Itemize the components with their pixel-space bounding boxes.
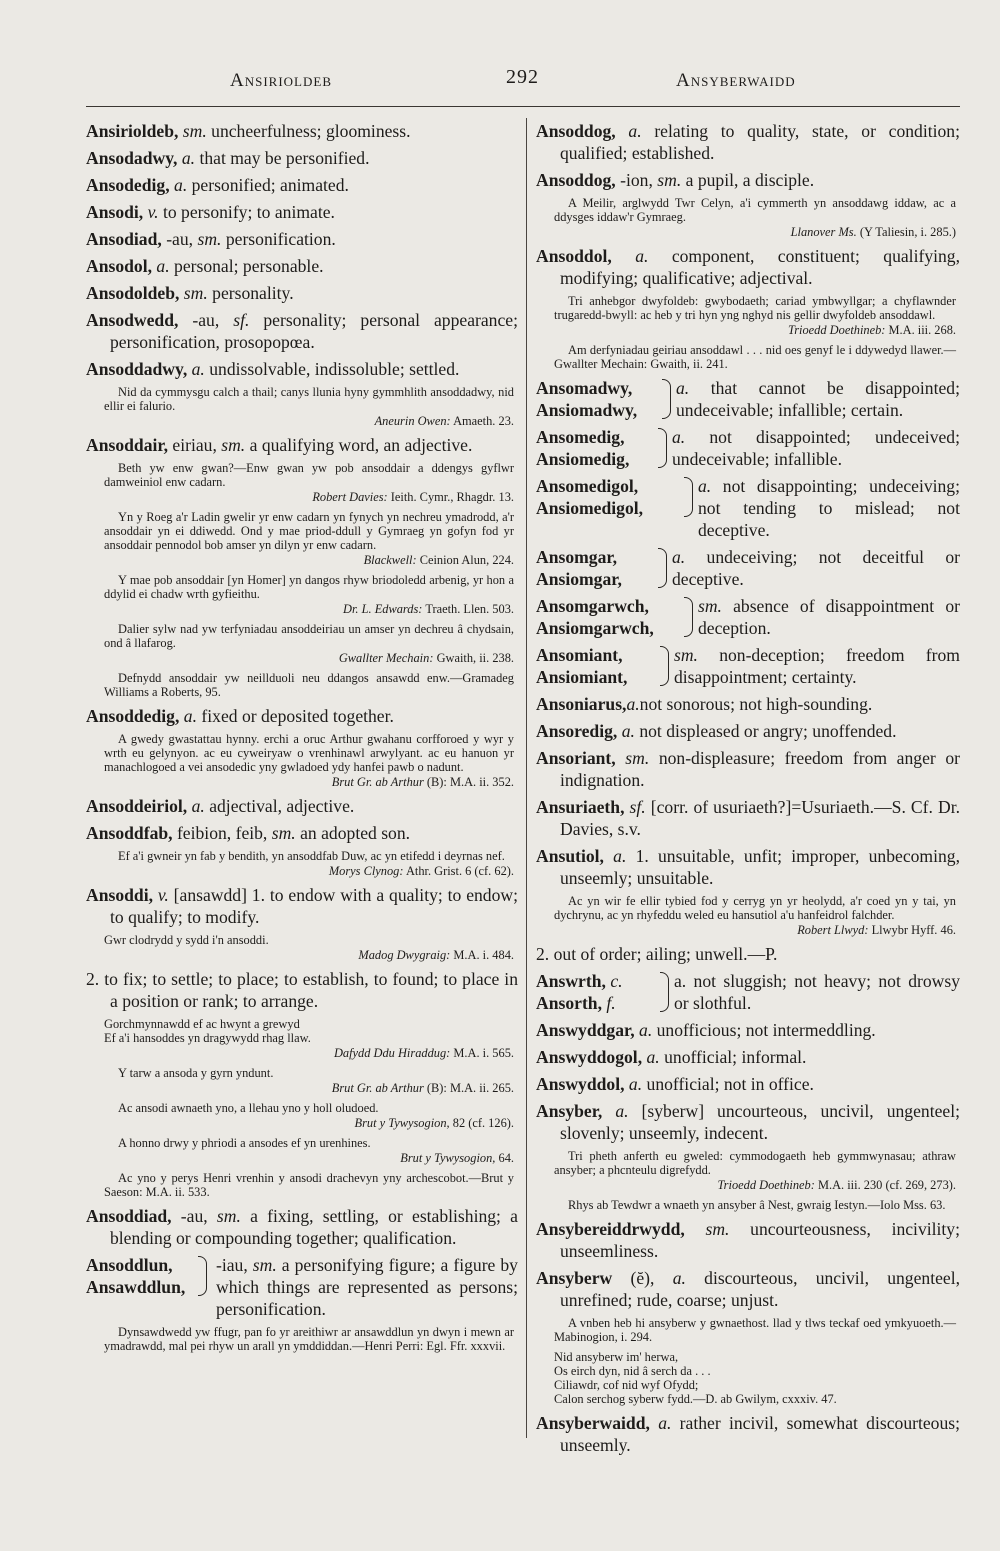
headword: Ansoddol,	[536, 246, 612, 266]
grammar-label: a.	[635, 246, 649, 266]
headword: Ansiomiant,	[536, 667, 628, 687]
pair-definition	[216, 1254, 518, 1320]
entry	[86, 822, 518, 844]
grammar-label: a.	[628, 1074, 643, 1094]
citation: Dynsawdwedd yw ffugr, pan fo yr areithiwr ar ansawddlun yn dwyn i mewn ar ymadrawdd, mal pei rhyw un arall yn ymddiddan.—Henri Perri: Egl. Ffr. xxxvii.	[104, 1325, 514, 1353]
paired-entry	[536, 970, 960, 1014]
plural-form: eiriau,	[172, 435, 217, 455]
source-ref: M.A. i. 565.	[453, 1046, 514, 1060]
grammar-label: a.	[698, 476, 712, 496]
citation: A gwedy gwastattau hynny. erchi a oruc Arthur gwahanu corfforoed y wyr y wrth eu gelynyon. ac eu cyweiryaw o vrenhinawl arwylyant. ac eu hanuon yr manachlogoed a vei ansodedic yny gwladoed ydy hanfei pawb o nadunt.	[104, 732, 514, 774]
definition: adjectival, adjective.	[209, 796, 355, 816]
headword: Ansomgar,	[536, 547, 617, 567]
headword: Ansiomadwy,	[536, 400, 638, 420]
grammar-label: sm.	[705, 1219, 730, 1239]
paired-entry	[536, 644, 960, 688]
headword: Ansybereiddrwydd,	[536, 1219, 685, 1239]
citation: Y tarw a ansoda y gyrn yndunt.	[118, 1066, 274, 1080]
citation: A Meilir, arglwydd Twr Celyn, a'i cymmerth yn ansoddawg iddaw, ac a ddysges iddaw'r Gymraeg.	[554, 196, 956, 224]
citation: A vnben heb hi ansyberw y gwnaethost. llad y tlws teckaf oed ymkyuoeth.—Mabinogion, i. 294.	[554, 1316, 956, 1344]
pair-definition	[698, 595, 960, 639]
headword: Ansiomgar,	[536, 569, 622, 589]
headword-text: Ansorth,	[536, 993, 602, 1013]
definition: discourteous, uncivil, ungenteel, unrefined; rude, coarse; unjust.	[560, 1268, 960, 1310]
source-ref: Ceinion Alun, 224.	[419, 553, 514, 567]
citation: Ac ansodi awnaeth yno, a llehau yno y holl oludoed.	[118, 1101, 379, 1115]
grammar-label: v.	[157, 885, 169, 905]
paired-entry	[536, 546, 960, 590]
headword: Ansoddiad,	[86, 1206, 172, 1226]
headword: Ansoniarus,	[536, 694, 627, 714]
headword: Ansodadwy,	[86, 148, 178, 168]
citation: Ac yn wir fe ellir tybied fod y cerryg yn yr heolydd, a'r coed yn y tai, yn dychrynu, ac yn rhyfeddu weled eu hansutiol a'u hanfeidrol falchder.	[554, 894, 956, 922]
plural-form: -iau,	[216, 1255, 248, 1275]
grammar-label: a.	[191, 796, 205, 816]
definition: personality; personal appearance; personification, prosopopœa.	[110, 310, 518, 352]
entry	[86, 174, 518, 196]
entry	[86, 255, 518, 277]
definition: not disappointed; undeceived; undeceivable; infallible.	[672, 427, 960, 469]
source-ref: Ieith. Cymr., Rhagdr. 13.	[390, 490, 514, 504]
entry	[536, 845, 960, 889]
headword: Ansutiol,	[536, 846, 604, 866]
grammar-label: a.	[191, 359, 205, 379]
grammar-label: a.	[672, 547, 686, 567]
source-ref: M.A. iii. 268.	[888, 323, 956, 337]
definition: a qualifying word, an adjective.	[249, 435, 473, 455]
plural-form: -au,	[180, 1206, 208, 1226]
entry	[86, 434, 518, 456]
definition: 1. unsuitable, unfit; improper, unbecoming, unseemly; unsuitable.	[560, 846, 960, 888]
entry	[86, 795, 518, 817]
grammar-label: sm.	[221, 435, 246, 455]
grammar-label: a.	[181, 148, 196, 168]
definition: [ansawdd] 1. to endow with a quality; to endow; to qualify; to modify.	[110, 885, 518, 927]
headword: Ansyberwaidd,	[536, 1413, 650, 1433]
source-ref: M.A. i. 484.	[453, 948, 514, 962]
running-head	[86, 66, 960, 96]
definition: that cannot be disappointed; undeceivable; infallible; certain.	[676, 378, 960, 420]
brace-icon	[658, 428, 667, 468]
headword: Ansawddlun,	[86, 1277, 186, 1297]
brace-icon	[660, 972, 669, 1012]
headword	[536, 970, 623, 992]
headword: Ansoriant,	[536, 748, 616, 768]
definition: to personify; to animate.	[162, 202, 335, 222]
grammar-label: a.	[615, 1101, 629, 1121]
brace-icon	[198, 1256, 207, 1296]
grammar-label: sm.	[182, 121, 207, 141]
entry	[536, 693, 960, 715]
entry	[86, 147, 518, 169]
citation: Y mae pob ansoddair [yn Homer] yn dangos rhyw briodoledd arbenig, yr hon a ddylid ei chadw wrth gyfieithu.	[104, 573, 514, 601]
entry	[536, 720, 960, 742]
headword: Ansiomedigol,	[536, 498, 644, 518]
headword: Ansodwedd,	[86, 310, 179, 330]
definition: non-displeasure; freedom from anger or indignation.	[560, 748, 960, 790]
source-author: Brut y Tywysogion,	[354, 1116, 450, 1130]
entry	[536, 1019, 960, 1041]
source-author: Dafydd Ddu Hiraddug:	[333, 1046, 451, 1060]
headword: Ansoddadwy,	[86, 359, 188, 379]
grammar-label: sf.	[233, 310, 250, 330]
headword: Ansomedig,	[536, 427, 625, 447]
source-author: Dr. L. Edwards:	[343, 602, 423, 616]
headword: Answyddol,	[536, 1074, 625, 1094]
brace-icon	[684, 477, 693, 517]
pair-definition: a. not sluggish; not heavy; not drowsy or slothful.	[674, 971, 960, 1013]
grammar-label: a.	[672, 427, 686, 447]
pronunciation: (ĕ),	[630, 1268, 655, 1288]
right-column	[536, 120, 960, 1461]
grammar-label: sm.	[252, 1255, 277, 1275]
grammar-label: sm.	[271, 823, 296, 843]
definition: component, constituent; qualifying, modifying; qualificative; adjectival.	[560, 246, 960, 288]
header-rule	[86, 106, 960, 107]
citation: Rhys ab Tewdwr a wnaeth yn ansyber â Nest, gwraig Iestyn.—Iolo Mss. 63.	[568, 1198, 946, 1212]
definition: a fixing, settling, or establishing; a blending or compounding together; qualification.	[110, 1206, 518, 1248]
citation-source	[86, 1046, 514, 1060]
source-author: Robert Davies:	[312, 490, 388, 504]
entry	[86, 705, 518, 727]
headword: Ansomgarwch,	[536, 596, 649, 616]
entry	[536, 747, 960, 791]
pair-definition	[672, 426, 960, 470]
column-divider	[526, 118, 527, 1438]
headword: Ansirioldeb,	[86, 121, 179, 141]
brace-icon	[662, 379, 671, 419]
brace-icon	[658, 548, 667, 588]
headword: Ansodiad,	[86, 229, 162, 249]
entry	[86, 282, 518, 304]
grammar-label: sm.	[216, 1206, 241, 1226]
definition-sense-2: 2. out of order; ailing; unwell.—P.	[536, 944, 778, 964]
headword: Answyddgar,	[536, 1020, 635, 1040]
plural-form: -au,	[166, 229, 194, 249]
citation-source	[86, 1081, 514, 1095]
definition: personified; animated.	[191, 175, 349, 195]
source-ref: (B): M.A. ii. 265.	[426, 1081, 514, 1095]
headword-text: Answrth,	[536, 971, 606, 991]
paired-entry	[536, 377, 960, 421]
source-ref: Athr. Grist. 6 (cf. 62).	[405, 864, 514, 878]
pair-definition	[672, 546, 960, 590]
entry	[86, 1205, 518, 1249]
headword: Ansoddlun,	[86, 1255, 173, 1275]
source-ref: Traeth. Llen. 503.	[425, 602, 514, 616]
paired-entry	[86, 1254, 518, 1320]
headword: Ansoddog,	[536, 170, 616, 190]
definition: unofficious; not intermeddling.	[656, 1020, 876, 1040]
source-author: Aneurin Owen:	[374, 414, 451, 428]
definition: uncourteousness, incivility; unseemliness.	[560, 1219, 960, 1261]
left-column	[86, 120, 518, 1359]
source-author: Gwallter Mechain:	[338, 651, 434, 665]
definition: a pupil, a disciple.	[685, 170, 815, 190]
entry	[86, 228, 518, 250]
definition: undeceiving; not deceitful or deceptive.	[672, 547, 960, 589]
headword: Ansiomgarwch,	[536, 618, 654, 638]
grammar-label: f.	[606, 993, 616, 1013]
headword: Ansodi,	[86, 202, 144, 222]
definition: [corr. of usuriaeth?]=Usuriaeth.—S. Cf. Dr. Davies, s.v.	[560, 797, 960, 839]
definition: personality.	[212, 283, 294, 303]
brace-icon	[660, 646, 669, 686]
headword: Ansoddog,	[536, 121, 616, 141]
source-ref: 64.	[498, 1151, 514, 1165]
source-author: Brut y Tywysogion,	[400, 1151, 496, 1165]
definition: unofficial; informal.	[664, 1047, 807, 1067]
entry	[536, 245, 960, 289]
definition: unofficial; not in office.	[646, 1074, 814, 1094]
definition: [syberw] uncourteous, uncivil, ungenteel; slovenly; unseemly, indecent.	[560, 1101, 960, 1143]
grammar-label: a.	[646, 1047, 660, 1067]
definition: that may be personified.	[199, 148, 370, 168]
source-author: Trioedd Doethineb:	[717, 1178, 815, 1192]
definition: not displeased or angry; unoffended.	[639, 721, 897, 741]
source-author: Morys Clynog:	[328, 864, 404, 878]
headword: Ansiomedig,	[536, 449, 630, 469]
headword: Ansodol,	[86, 256, 153, 276]
source-author: Trioedd Doethineb:	[788, 323, 886, 337]
headword: Ansyber,	[536, 1101, 603, 1121]
plural-form: -au,	[192, 310, 220, 330]
definition: not disappointing; undeceiving; not tending to mislead; not deceptive.	[698, 476, 960, 540]
headword: Ansyberw	[536, 1268, 613, 1288]
paired-entry	[536, 426, 960, 470]
grammar-label: a.	[628, 121, 642, 141]
source-author: Madog Dwygraig:	[358, 948, 451, 962]
paired-entry	[536, 595, 960, 639]
entry	[536, 1267, 960, 1311]
source-author: Brut Gr. ab Arthur	[331, 775, 424, 789]
headword: Ansodoldeb,	[86, 283, 180, 303]
headword: Ansuriaeth,	[536, 797, 625, 817]
headword: Answyddogol,	[536, 1047, 643, 1067]
entry	[536, 1412, 960, 1456]
citation: Nid ansyberw im' herwa, Os eirch dyn, nid â serch da . . . Ciliawdr, cof nid wyf Ofydd; Calon serchog syberw fydd.—D. ab Gwilym, cxxxiv. 47.	[554, 1350, 837, 1406]
grammar-label: a.	[183, 706, 197, 726]
citation: Ef a'i gwneir yn fab y bendith, yn ansoddfab Duw, ac yn etifedd i deyrnas nef.	[118, 849, 505, 863]
citation: Beth yw enw gwan?—Enw gwan yw pob ansoddair a ddengys gyflwr damweiniol enw cadarn.	[104, 461, 514, 489]
headword: Ansoddi,	[86, 885, 153, 905]
headword: Ansomiant,	[536, 645, 623, 665]
grammar-label: sm.	[197, 229, 222, 249]
grammar-label: a.	[672, 1268, 686, 1288]
source-author: Brut Gr. ab Arthur	[331, 1081, 424, 1095]
citation: Yn y Roeg a'r Ladin gwelir yr enw cadarn yn fynych yn nechreu ymadrodd, a'r ansoddair yn ei ddiwedd. Ond y mae priod-ddull y Gymraeg yn gofyn fod yr ansoddair pennodol bob amser yn dilyn yr enw cadarn.	[104, 510, 514, 552]
page-number: 292	[506, 66, 539, 88]
source-ref: M.A. iii. 230 (cf. 269, 273).	[817, 1178, 956, 1192]
grammar-label: sf.	[629, 797, 646, 817]
running-head-right: Ansyberwaidd	[676, 70, 796, 91]
entry	[536, 1218, 960, 1262]
grammar-label: a.	[621, 721, 635, 741]
entry	[86, 358, 518, 380]
grammar-label: a.	[174, 175, 188, 195]
citation: Gwr clodrydd y sydd i'n ansoddi.	[104, 933, 269, 947]
entry	[536, 1100, 960, 1144]
entry	[536, 1073, 960, 1095]
definition: personal; personable.	[174, 256, 324, 276]
citation: A honno drwy y phriodi a ansodes ef yn urenhines.	[118, 1136, 371, 1150]
paired-entry	[536, 475, 960, 541]
grammar-label: sm.	[674, 645, 698, 665]
entry	[536, 1046, 960, 1068]
grammar-label: a.	[639, 1020, 653, 1040]
entry	[86, 201, 518, 223]
grammar-label: sm.	[183, 283, 208, 303]
pair-definition	[674, 644, 960, 688]
citation: Ac yno y perys Henri vrenhin y ansodi drachevyn yny archescobot.—Brut y Saeson: M.A. ii. 533.	[104, 1171, 514, 1199]
grammar-label: sm.	[657, 170, 682, 190]
definition: not sonorous; not high-sounding.	[639, 694, 873, 714]
entry	[86, 309, 518, 353]
citation-source	[536, 923, 956, 937]
headword: Ansoredig,	[536, 721, 618, 741]
citation-source	[86, 651, 514, 665]
grammar-label: sm.	[625, 748, 650, 768]
source-author: Llanover Ms.	[790, 225, 857, 239]
source-ref: (B): M.A. ii. 352.	[426, 775, 514, 789]
definition: uncheerfulness; gloominess.	[211, 121, 411, 141]
entry	[536, 169, 960, 191]
grammar-label: a.	[658, 1413, 672, 1433]
citation-source	[86, 948, 514, 962]
definition-sense-2: 2. to fix; to settle; to place; to establish, to found; to place in a position or rank; to arrange.	[86, 969, 518, 1011]
plural-form: feibion, feib,	[176, 823, 268, 843]
grammar-label: a.	[676, 378, 690, 398]
citation: Nid da cymmysgu calch a thail; canys llunia hyny gymmhlith ansoddadwy, nid ellir ei falurio.	[104, 385, 514, 413]
entry	[86, 884, 518, 928]
definition: relating to quality, state, or condition; qualified; established.	[560, 121, 960, 163]
citation-source	[86, 1116, 514, 1130]
source-author: Blackwell:	[363, 553, 417, 567]
pair-definition	[698, 475, 960, 541]
entry	[86, 120, 518, 142]
citation-source	[86, 414, 514, 428]
definition: rather incivil, somewhat discourteous; unseemly.	[560, 1413, 961, 1455]
entry	[536, 120, 960, 164]
grammar-label: c.	[610, 971, 623, 991]
citation-source	[536, 323, 956, 337]
definition: an adopted son.	[300, 823, 411, 843]
headword: Ansodedig,	[86, 175, 170, 195]
source-ref: 82 (cf. 126).	[452, 1116, 514, 1130]
definition: a personifying figure; a figure by which things are represented as persons; personification.	[216, 1255, 518, 1319]
grammar-label: v.	[147, 202, 159, 222]
headword	[536, 992, 616, 1014]
headword: Ansomadwy,	[536, 378, 633, 398]
citation-source	[536, 1178, 956, 1192]
grammar-label: a.	[626, 694, 640, 714]
headword: Ansoddeiriol,	[86, 796, 188, 816]
source-ref: Amaeth. 23.	[453, 414, 514, 428]
source-author: Robert Llwyd:	[797, 923, 869, 937]
headword: Ansomedigol,	[536, 476, 639, 496]
citation: Tri pheth anferth eu gweled: cymmodogaeth heb gymmwynasau; athraw ansyber; a phcnteulu digrefydd.	[554, 1149, 956, 1177]
citation-source	[86, 775, 514, 789]
grammar-label: a.	[156, 256, 170, 276]
definition: absence of disappointment or deception.	[698, 596, 960, 638]
citation: Dalier sylw nad yw terfyniadau ansoddeiriau un amser yn dechreu â chydsain, ond â llafarog.	[104, 622, 514, 650]
citation-source	[536, 225, 956, 239]
grammar-label: a.	[613, 846, 627, 866]
definition: non-deception; freedom from disappointment; certainty.	[674, 645, 960, 687]
citation-source	[86, 864, 514, 878]
citation: Tri anhebgor dwyfoldeb: gwybodaeth; cariad ymbwyllgar; a chyflawnder trugaredd-bwyll: ac heb y tri hyn yng nghyd nis gellir dwyfoldeb ansoddawl.	[554, 294, 956, 322]
definition: undissolvable, indissoluble; settled.	[209, 359, 460, 379]
citation: Defnydd ansoddair yw neillduoli neu ddangos ansawdd enw.—Gramadeg Williams a Roberts, 95.	[104, 671, 514, 699]
source-ref: Gwaith, ii. 238.	[436, 651, 514, 665]
running-head-left: Ansirioldeb	[230, 70, 332, 91]
source-ref: (Y Taliesin, i. 285.)	[859, 225, 956, 239]
definition: personification.	[225, 229, 336, 249]
source-ref: Llwybr Hyff. 46.	[871, 923, 956, 937]
headword: Ansoddedig,	[86, 706, 180, 726]
headword: Ansoddair,	[86, 435, 168, 455]
pair-definition	[676, 377, 960, 421]
citation: Gorchmynnawdd ef ac hwynt a grewyd Ef a'i hansoddes yn dragywydd rhag llaw.	[104, 1017, 311, 1045]
citation-source	[86, 602, 514, 616]
grammar-label: sm.	[698, 596, 722, 616]
headword: Ansoddfab,	[86, 823, 173, 843]
citation-source	[86, 1151, 514, 1165]
entry	[536, 796, 960, 840]
definition: fixed or deposited together.	[201, 706, 394, 726]
citation-source	[86, 553, 514, 567]
citation-source	[86, 490, 514, 504]
citation: Am derfyniadau geiriau ansoddawl . . . nid oes genyf le i ddywedyd llawer.—Gwallter Mechain: Gwaith, ii. 241.	[554, 343, 956, 371]
plural-form: -ion,	[620, 170, 653, 190]
brace-icon	[684, 597, 693, 637]
